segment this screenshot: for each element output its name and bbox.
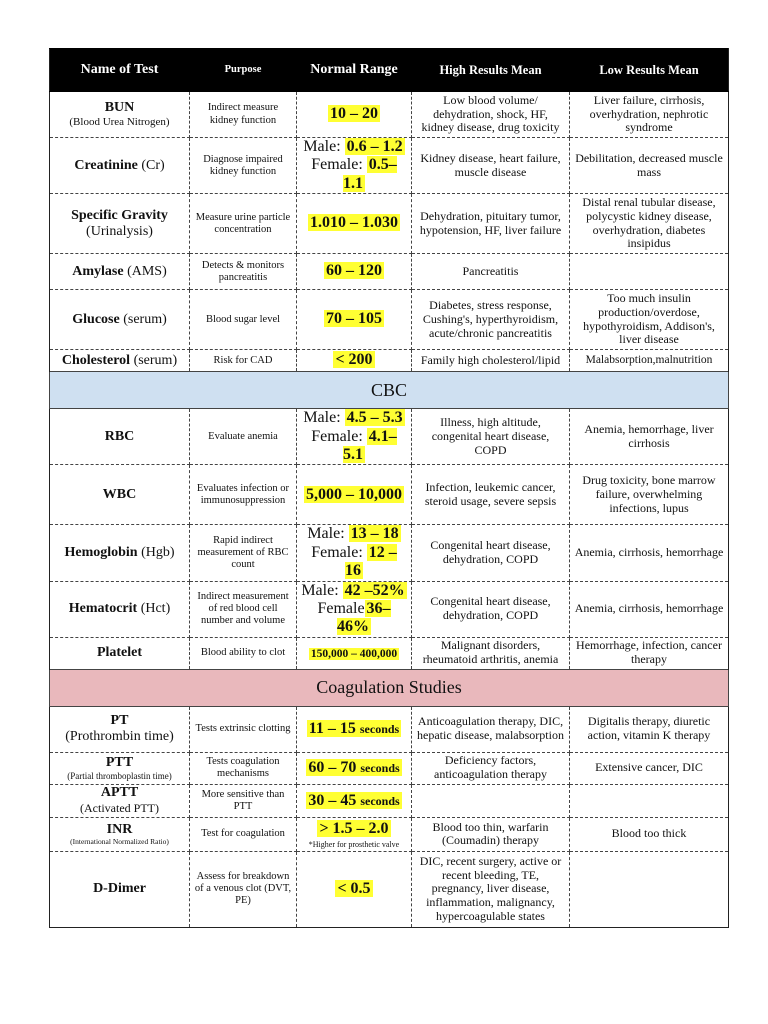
low-cell: Liver failure, cirrhosis, overhydration, nephrotic syndrome (570, 92, 729, 138)
test-name-cell (50, 706, 190, 752)
low-cell: Malabsorption,malnutrition (570, 350, 729, 372)
test-abbr: (AMS) (127, 263, 167, 279)
section-title-cbc: CBC (50, 372, 729, 409)
test-name: BUN (104, 100, 135, 116)
range-cell (297, 784, 412, 817)
test-abbr: (Hgb) (141, 544, 175, 560)
table-row-creatinine (50, 138, 729, 194)
male-label: Male: (303, 409, 341, 427)
female-label: Female: (311, 156, 363, 174)
low-cell: Anemia, cirrhosis, hemorrhage (570, 581, 729, 637)
purpose-cell: Tests coagulation mechanisms (190, 752, 297, 784)
test-name: PT (110, 713, 129, 729)
range-value: < 200 (335, 351, 373, 369)
range-value: > 1.5 – 2.0 (319, 819, 389, 837)
range-value: 60 – 120 (326, 262, 382, 280)
range-unit: seconds (360, 793, 400, 808)
low-cell: Blood too thick (570, 817, 729, 851)
low-cell: Hemorrhage, infection, cancer therapy (570, 637, 729, 669)
test-name: PTT (105, 754, 134, 770)
test-fullname: (Activated PTT) (80, 800, 159, 815)
range-value: 5,000 – 10,000 (306, 485, 402, 503)
purpose-cell: More sensitive than PTT (190, 784, 297, 817)
table-row-inr (50, 817, 729, 851)
test-fullname: (Blood Urea Nitrogen) (69, 116, 170, 129)
range-value: < 0.5 (337, 880, 371, 898)
range-unit: seconds (360, 760, 400, 775)
table-row-pt (50, 706, 729, 752)
section-row-cbc (50, 372, 729, 409)
male-range: 13 – 18 (350, 525, 399, 543)
range-unit: seconds (359, 721, 400, 736)
high-cell: Dehydration, pituitary tumor, hypotension, HF, liver failure (412, 194, 570, 254)
range-number: 60 – 70 (308, 758, 357, 776)
range-number: 11 – 15 (308, 719, 356, 737)
test-abbr: (Hct) (140, 601, 171, 617)
test-name-cell (50, 525, 190, 581)
purpose-cell: Diagnose impaired kidney function (190, 138, 297, 194)
high-cell: Diabetes, stress response, Cushing's, hyperthyroidism, acute/chronic pancreatitis (412, 290, 570, 350)
male-range: 0.6 – 1.2 (346, 138, 403, 155)
low-cell (570, 254, 729, 290)
purpose-cell: Blood ability to clot (190, 637, 297, 669)
range-value (307, 720, 401, 737)
table-row-d-dimer (50, 851, 729, 927)
high-cell: Deficiency factors, anticoagulation therapy (412, 752, 570, 784)
test-name-cell (50, 465, 190, 525)
high-cell: Malignant disorders, rheumatoid arthritis, anemia (412, 637, 570, 669)
high-cell: Anticoagulation therapy, DIC, hepatic disease, malabsorption (412, 706, 570, 752)
range-cell (297, 254, 412, 290)
test-name-cell (50, 752, 190, 784)
purpose-cell: Evaluates infection or immunosuppression (190, 465, 297, 525)
purpose-cell: Blood sugar level (190, 290, 297, 350)
section-row-coagulation (50, 669, 729, 706)
test-name-cell (50, 409, 190, 465)
female-range: 12 – 16 (345, 543, 397, 580)
header-range: Normal Range (297, 49, 412, 92)
female-label: Female (317, 599, 365, 617)
test-name: INR (106, 822, 133, 838)
test-name-cell (50, 194, 190, 254)
purpose-cell: Test for coagulation (190, 817, 297, 851)
table-row-amylase (50, 254, 729, 290)
table-row-glucose (50, 290, 729, 350)
test-name-cell (50, 290, 190, 350)
test-name-cell (50, 637, 190, 669)
high-cell: Infection, leukemic cancer, steroid usage, severe sepsis (412, 465, 570, 525)
low-cell: Too much insulin production/overdose, hypothyroidism, Addison's, liver disease (570, 290, 729, 350)
table-row-platelet (50, 637, 729, 669)
lab-values-sheet (49, 48, 728, 928)
test-abbr: (serum) (133, 352, 178, 368)
male-label: Male: (303, 138, 341, 155)
test-fullname: (Prothrombin time) (65, 729, 174, 745)
low-cell: Digitalis therapy, diuretic action, vitamin K therapy (570, 706, 729, 752)
section-title-coagulation: Coagulation Studies (50, 669, 729, 706)
test-abbr: (Cr) (141, 157, 165, 173)
test-name-cell (50, 851, 190, 927)
low-cell (570, 851, 729, 927)
test-name-cell (50, 92, 190, 138)
high-cell: DIC, recent surgery, active or recent bleeding, TE, pregnancy, liver disease, inflammation, malignancy, hypercoagulable states (412, 851, 570, 927)
test-name: Cholesterol (61, 352, 131, 368)
test-name-cell (50, 350, 190, 372)
high-cell: Kidney disease, heart failure, muscle disease (412, 138, 570, 194)
table-row-rbc (50, 409, 729, 465)
header-name: Name of Test (50, 49, 190, 92)
range-cell (297, 290, 412, 350)
table-row-bun (50, 92, 729, 138)
high-cell (412, 784, 570, 817)
range-cell (297, 817, 412, 851)
range-value (306, 792, 401, 809)
range-value: 1.010 – 1.030 (310, 214, 398, 232)
test-name-cell (50, 581, 190, 637)
purpose-cell: Risk for CAD (190, 350, 297, 372)
low-cell: Extensive cancer, DIC (570, 752, 729, 784)
test-name: Platelet (96, 645, 143, 661)
female-range: 36–46% (337, 599, 391, 636)
test-fullname: (Urinalysis) (86, 223, 153, 239)
test-name: Hematocrit (68, 601, 138, 617)
lab-values-table (49, 48, 729, 928)
female-label: Female: (311, 543, 363, 561)
test-name-cell (50, 254, 190, 290)
test-name: Creatinine (74, 157, 138, 173)
high-cell: Pancreatitis (412, 254, 570, 290)
range-value (306, 759, 401, 776)
high-cell: Congenital heart disease, dehydration, COPD (412, 525, 570, 581)
low-cell: Distal renal tubular disease, polycystic kidney disease, overhydration, diabetes insipidus (570, 194, 729, 254)
header-high: High Results Mean (412, 49, 570, 92)
range-cell (297, 92, 412, 138)
range-cell (297, 350, 412, 372)
range-cell (297, 525, 412, 581)
table-row-wbc (50, 465, 729, 525)
purpose-cell: Evaluate anemia (190, 409, 297, 465)
low-cell: Drug toxicity, bone marrow failure, overwhelming infections, lupus (570, 465, 729, 525)
test-name: Hemoglobin (64, 544, 138, 560)
purpose-cell: Tests extrinsic clotting (190, 706, 297, 752)
range-cell (297, 752, 412, 784)
table-row-cholesterol (50, 350, 729, 372)
range-cell (297, 581, 412, 637)
purpose-cell: Indirect measurement of red blood cell number and volume (190, 581, 297, 637)
test-name: Glucose (72, 311, 120, 327)
male-range: 4.5 – 5.3 (346, 409, 403, 427)
range-cell (297, 706, 412, 752)
low-cell (570, 784, 729, 817)
high-cell: Low blood volume/ dehydration, shock, HF, kidney disease, drug toxicity (412, 92, 570, 138)
range-cell (297, 138, 412, 194)
test-name: APTT (100, 784, 139, 800)
test-fullname: (International Normalized Ratio) (70, 837, 169, 847)
range-cell (297, 851, 412, 927)
high-cell: Blood too thin, warfarin (Coumadin) therapy (412, 817, 570, 851)
purpose-cell: Assess for breakdown of a venous clot (DVT, PE) (190, 851, 297, 927)
header-purpose: Purpose (190, 49, 297, 92)
low-cell: Debilitation, decreased muscle mass (570, 138, 729, 194)
range-note: *Higher for prosthetic valve (308, 839, 400, 849)
range-value: 70 – 105 (326, 310, 382, 328)
test-abbr: (serum) (123, 311, 167, 327)
table-row-hemoglobin (50, 525, 729, 581)
header-row (50, 49, 729, 92)
range-cell (297, 194, 412, 254)
test-name-cell (50, 138, 190, 194)
test-name-cell (50, 817, 190, 851)
table-row-specific-gravity (50, 194, 729, 254)
high-cell: Congenital heart disease, dehydration, COPD (412, 581, 570, 637)
test-name: WBC (102, 486, 137, 502)
test-name: Specific Gravity (71, 207, 168, 223)
male-range: 42 –52% (344, 581, 405, 599)
female-label: Female: (311, 427, 363, 445)
table-row-hematocrit (50, 581, 729, 637)
range-cell (297, 637, 412, 669)
header-low: Low Results Mean (570, 49, 729, 92)
test-fullname: (Partial thromboplastin time) (67, 771, 172, 782)
low-cell: Anemia, cirrhosis, hemorrhage (570, 525, 729, 581)
test-name: D-Dimer (93, 881, 146, 897)
female-range: 4.1–5.1 (343, 427, 397, 463)
range-cell (297, 409, 412, 465)
range-number: 30 – 45 (308, 791, 357, 809)
high-cell: Illness, high altitude, congenital heart disease, COPD (412, 409, 570, 465)
range-cell (297, 465, 412, 525)
table-row-aptt (50, 784, 729, 817)
test-name: Amylase (72, 263, 124, 279)
range-value: 150,000 – 400,000 (310, 647, 398, 660)
high-cell: Family high cholesterol/lipid (412, 350, 570, 372)
low-cell: Anemia, hemorrhage, liver cirrhosis (570, 409, 729, 465)
female-range: 0.5–1.1 (343, 156, 397, 192)
range-value: 10 – 20 (330, 105, 378, 123)
male-label: Male: (301, 581, 339, 599)
test-name: RBC (104, 428, 135, 444)
male-label: Male: (307, 525, 345, 543)
test-name-cell (50, 784, 190, 817)
purpose-cell: Indirect measure kidney function (190, 92, 297, 138)
purpose-cell: Measure urine particle concentration (190, 194, 297, 254)
table-row-ptt (50, 752, 729, 784)
purpose-cell: Detects & monitors pancreatitis (190, 254, 297, 290)
purpose-cell: Rapid indirect measurement of RBC count (190, 525, 297, 581)
